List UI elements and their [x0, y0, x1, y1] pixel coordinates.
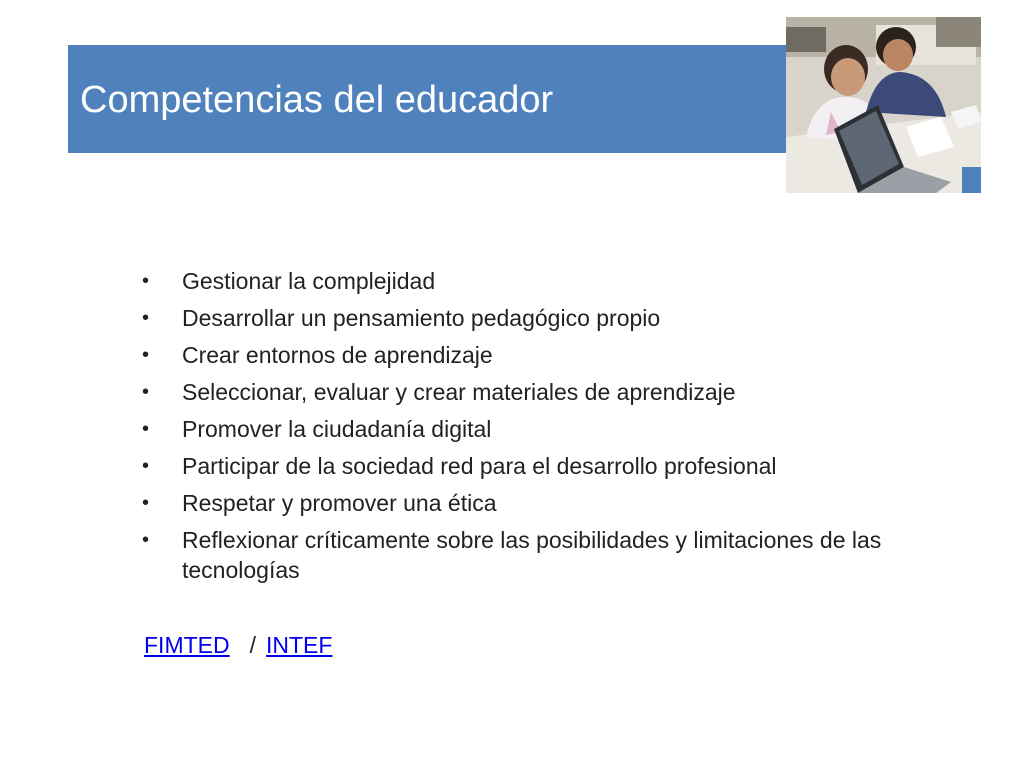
list-item: [140, 451, 980, 481]
title-bar: [68, 45, 786, 153]
bullet-icon: •: [142, 307, 150, 329]
intef-link[interactable]: INTEF: [266, 632, 333, 658]
list-item-text: Gestionar la complejidad: [182, 268, 436, 294]
bullet-icon: •: [142, 381, 150, 403]
bullet-icon: •: [142, 455, 150, 477]
list-item: [140, 266, 980, 296]
list-item-text: Crear entornos de aprendizaje: [182, 342, 493, 368]
bullet-icon: •: [142, 492, 150, 514]
list-item: [140, 303, 980, 333]
link-separator: /: [249, 632, 256, 658]
list-item: [140, 525, 980, 585]
source-links: [144, 630, 332, 660]
slide-title: Competencias del educador: [80, 79, 554, 121]
list-item: [140, 340, 980, 370]
bullet-icon: •: [142, 270, 150, 292]
competencies-list: [140, 266, 980, 592]
list-item-text: Participar de la sociedad red para el desarrollo profesional: [182, 453, 777, 479]
list-item-text: Reflexionar críticamente sobre las posibilidades y limitaciones de las tecnologías: [182, 527, 882, 583]
list-item: [140, 414, 980, 444]
list-item: [140, 488, 980, 518]
list-item: [140, 377, 980, 407]
bullet-icon: •: [142, 529, 150, 551]
bullet-icon: •: [142, 344, 150, 366]
bullet-icon: •: [142, 418, 150, 440]
list-item-text: Desarrollar un pensamiento pedagógico propio: [182, 305, 661, 331]
list-item-text: Promover la ciudadanía digital: [182, 416, 492, 442]
fimted-link[interactable]: FIMTED: [144, 632, 230, 658]
list-item-text: Respetar y promover una ética: [182, 490, 497, 516]
students-laptop-photo: [786, 17, 981, 193]
list-item-text: Seleccionar, evaluar y crear materiales de aprendizaje: [182, 379, 736, 405]
